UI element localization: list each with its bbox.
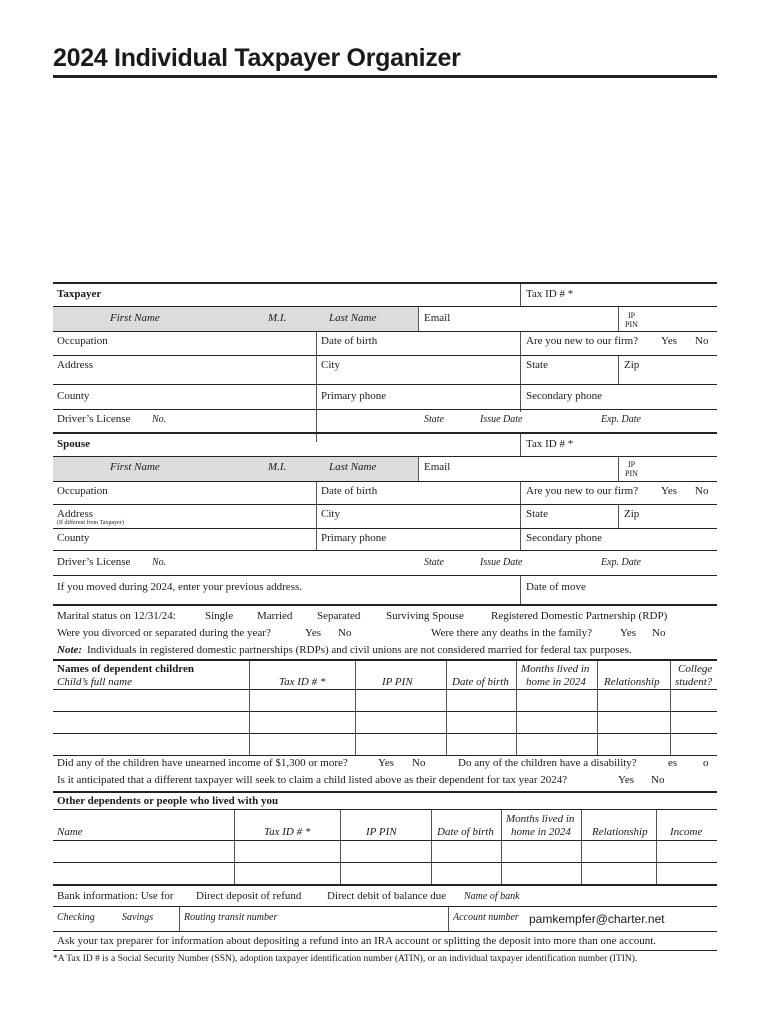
other-dob-col: Date of birth (437, 826, 494, 838)
spouse-zip-label: Zip (624, 508, 640, 520)
taxpayer-zip-label: Zip (624, 359, 640, 371)
row-rule (53, 384, 717, 385)
spouse-last-name-label: Last Name (329, 461, 377, 473)
spouse-drivers-license-label: Driver’s License (57, 556, 131, 568)
bank-name-label: Name of bank (464, 891, 520, 902)
other-income-col: Income (670, 826, 703, 838)
divider (340, 810, 341, 884)
divider (520, 332, 521, 412)
taxpayer-heading: Taxpayer (57, 288, 102, 300)
spouse-issue-date-label: Issue Date (480, 557, 523, 568)
divider (618, 505, 619, 528)
other-dependents-heading: Other dependents or people who lived with you (57, 795, 279, 807)
spouse-mi-label: M.I. (268, 461, 287, 473)
taxpayer-dob-label: Date of birth (321, 335, 378, 347)
spouse-ip-label: IP (628, 460, 636, 469)
row-rule (53, 331, 717, 332)
divider (501, 810, 502, 884)
taxpayer-secondary-phone-label: Secondary phone (526, 390, 603, 402)
spouse-county-label: County (57, 532, 90, 544)
divider (618, 457, 619, 481)
children-college-col-2: student? (675, 676, 713, 688)
spouse-exp-date-label: Exp. Date (601, 557, 641, 568)
taxpayer-primary-phone-label: Primary phone (321, 390, 387, 402)
row-rule (53, 931, 717, 932)
row-rule (53, 950, 717, 951)
row-rule (53, 528, 717, 529)
row-rule (53, 409, 717, 410)
marital-option-single[interactable]: Single (205, 610, 234, 622)
bank-info-label: Bank information: Use for (57, 890, 174, 902)
spouse-email-label: Email (424, 461, 451, 473)
divider (516, 661, 517, 755)
table-row (53, 862, 717, 863)
divorced-no[interactable]: No (338, 627, 352, 639)
divider (355, 661, 356, 755)
account-number-field[interactable]: pamkempfer@charter.net (529, 912, 665, 926)
row-rule (53, 809, 717, 810)
other-ip-pin-col: IP PIN (366, 826, 397, 838)
taxpayer-email-label: Email (424, 312, 451, 324)
taxpayer-first-name-label: First Name (110, 312, 160, 324)
spouse-heading: Spouse (57, 438, 91, 450)
taxpayer-dl-no-label: No. (152, 414, 167, 425)
divider (581, 810, 582, 884)
divider (418, 457, 419, 481)
divider (234, 810, 235, 884)
section-rule (53, 432, 717, 434)
divider (670, 661, 671, 755)
divider (520, 284, 521, 306)
table-row (53, 733, 717, 734)
children-dob-col: Date of birth (452, 676, 509, 688)
taxpayer-drivers-license-label: Driver’s License (57, 413, 131, 425)
rdp-note-text: Individuals in registered domestic partnerships (RDPs) and civil unions are not considered married for federal tax purposes. (87, 644, 632, 656)
taxpayer-mi-label: M.I. (268, 312, 287, 324)
children-relationship-col: Relationship (604, 676, 660, 688)
taxpayer-exp-date-label: Exp. Date (601, 414, 641, 425)
marital-option-married[interactable]: Married (257, 610, 293, 622)
spouse-new-no[interactable]: No (695, 485, 709, 497)
taxpayer-county-label: County (57, 390, 90, 402)
spouse-dob-label: Date of birth (321, 485, 378, 497)
spouse-dl-state-label: State (424, 557, 444, 568)
divider (448, 907, 449, 931)
routing-number-label: Routing transit number (184, 912, 278, 923)
children-months-col-1: Months lived in (521, 663, 590, 675)
ira-note: Ask your tax preparer for information about depositing a refund into an IRA account or splitting the deposit into more than one account. (57, 935, 657, 947)
table-row (53, 755, 717, 756)
spouse-secondary-phone-label: Secondary phone (526, 532, 603, 544)
taxpayer-new-yes[interactable]: Yes (661, 335, 678, 347)
section-rule (53, 604, 717, 606)
unearned-yes[interactable]: Yes (378, 757, 395, 769)
row-rule (53, 906, 717, 907)
divorced-yes[interactable]: Yes (305, 627, 322, 639)
row-rule (53, 575, 717, 576)
taxpayer-dl-state-label: State (424, 414, 444, 425)
bank-direct-debit-option[interactable]: Direct debit of balance due (327, 890, 447, 902)
children-heading: Names of dependent children (57, 663, 194, 675)
moved-label: If you moved during 2024, enter your previous address. (57, 581, 303, 593)
account-number-label: Account number (453, 912, 519, 923)
section-rule (53, 282, 717, 284)
children-name-col: Child’s full name (57, 676, 132, 688)
other-name-col: Name (57, 826, 83, 838)
taxpayer-new-no[interactable]: No (695, 335, 709, 347)
spouse-state-label: State (526, 508, 548, 520)
spouse-city-label: City (321, 508, 340, 520)
row-rule (53, 481, 717, 482)
section-rule (53, 884, 717, 886)
deaths-yes[interactable]: Yes (620, 627, 637, 639)
spouse-dl-no-label: No. (152, 557, 167, 568)
taxpayer-address-label: Address (57, 359, 94, 371)
rdp-note-label: Note: (57, 644, 83, 656)
taxpayer-tax-id-label: Tax ID # * (526, 288, 574, 300)
divorced-question: Were you divorced or separated during the year? (57, 627, 271, 639)
bank-direct-deposit-option[interactable]: Direct deposit of refund (196, 890, 302, 902)
spouse-address-label: Address (57, 508, 94, 520)
deaths-no[interactable]: No (652, 627, 666, 639)
spouse-primary-phone-label: Primary phone (321, 532, 387, 544)
divider (446, 661, 447, 755)
disability-question: Do any of the children have a disability? (458, 757, 637, 769)
divider (618, 307, 619, 331)
taxpayer-last-name-label: Last Name (329, 312, 377, 324)
spouse-tax-id-label: Tax ID # * (526, 438, 574, 450)
spouse-address-note: (If different from Taxpayer) (57, 520, 124, 526)
taxpayer-state-label: State (526, 359, 548, 371)
account-type-savings[interactable]: Savings (122, 912, 154, 923)
claim-child-question: Is it anticipated that a different taxpayer will seek to claim a child listed above as their dependent for tax year 2024? (57, 774, 568, 786)
children-months-col-2: home in 2024 (526, 676, 586, 688)
other-months-col-1: Months lived in (506, 813, 575, 825)
table-row (53, 711, 717, 712)
divider (618, 356, 619, 384)
divider (418, 307, 419, 331)
divider (249, 661, 250, 755)
date-of-move-label: Date of move (526, 581, 586, 593)
divider (656, 810, 657, 884)
account-type-checking[interactable]: Checking (57, 912, 95, 923)
spouse-new-to-firm: Are you new to our firm? (526, 485, 639, 497)
spouse-new-yes[interactable]: Yes (661, 485, 678, 497)
row-rule (53, 840, 717, 841)
other-relationship-col: Relationship (592, 826, 648, 838)
taxpayer-new-to-firm: Are you new to our firm? (526, 335, 639, 347)
children-ip-pin-col: IP PIN (382, 676, 413, 688)
unearned-income-question: Did any of the children have unearned income of $1,300 or more? (57, 757, 348, 769)
marital-option-rdp[interactable]: Registered Domestic Partnership (RDP) (491, 610, 668, 622)
claim-no[interactable]: No (651, 774, 665, 786)
children-tax-id-col: Tax ID # * (279, 676, 326, 688)
marital-status-label: Marital status on 12/31/24: (57, 610, 176, 622)
title-rule (53, 75, 717, 78)
deaths-question: Were there any deaths in the family? (431, 627, 592, 639)
row-rule (53, 689, 717, 690)
disability-yes[interactable]: es (668, 757, 678, 769)
divider (520, 576, 521, 604)
marital-option-separated[interactable]: Separated (317, 610, 361, 622)
divider (520, 482, 521, 550)
tax-id-footnote: *A Tax ID # is a Social Security Number (SSN), adoption taxpayer identification number (ATIN), or an individual taxpayer identification number (ITIN). (53, 954, 638, 964)
spouse-occupation-label: Occupation (57, 485, 108, 497)
divider (597, 661, 598, 755)
spouse-first-name-label: First Name (110, 461, 160, 473)
claim-yes[interactable]: Yes (618, 774, 635, 786)
taxpayer-pin-label: PIN (625, 320, 638, 329)
page-title: 2024 Individual Taxpayer Organizer (53, 44, 461, 72)
spouse-pin-label: PIN (625, 469, 638, 478)
marital-option-surviving-spouse[interactable]: Surviving Spouse (386, 610, 464, 622)
unearned-no[interactable]: No (412, 757, 426, 769)
taxpayer-ip-label: IP (628, 311, 636, 320)
children-college-col-1: College (678, 663, 713, 675)
other-tax-id-col: Tax ID # * (264, 826, 311, 838)
divider (316, 332, 317, 442)
divider (520, 434, 521, 456)
divider (431, 810, 432, 884)
divider (179, 907, 180, 931)
divider (316, 482, 317, 550)
section-rule (53, 791, 717, 793)
taxpayer-city-label: City (321, 359, 340, 371)
row-rule (53, 550, 717, 551)
other-months-col-2: home in 2024 (511, 826, 571, 838)
section-rule (53, 659, 717, 661)
taxpayer-issue-date-label: Issue Date (480, 414, 523, 425)
taxpayer-occupation-label: Occupation (57, 335, 108, 347)
disability-no[interactable]: o (703, 757, 709, 769)
